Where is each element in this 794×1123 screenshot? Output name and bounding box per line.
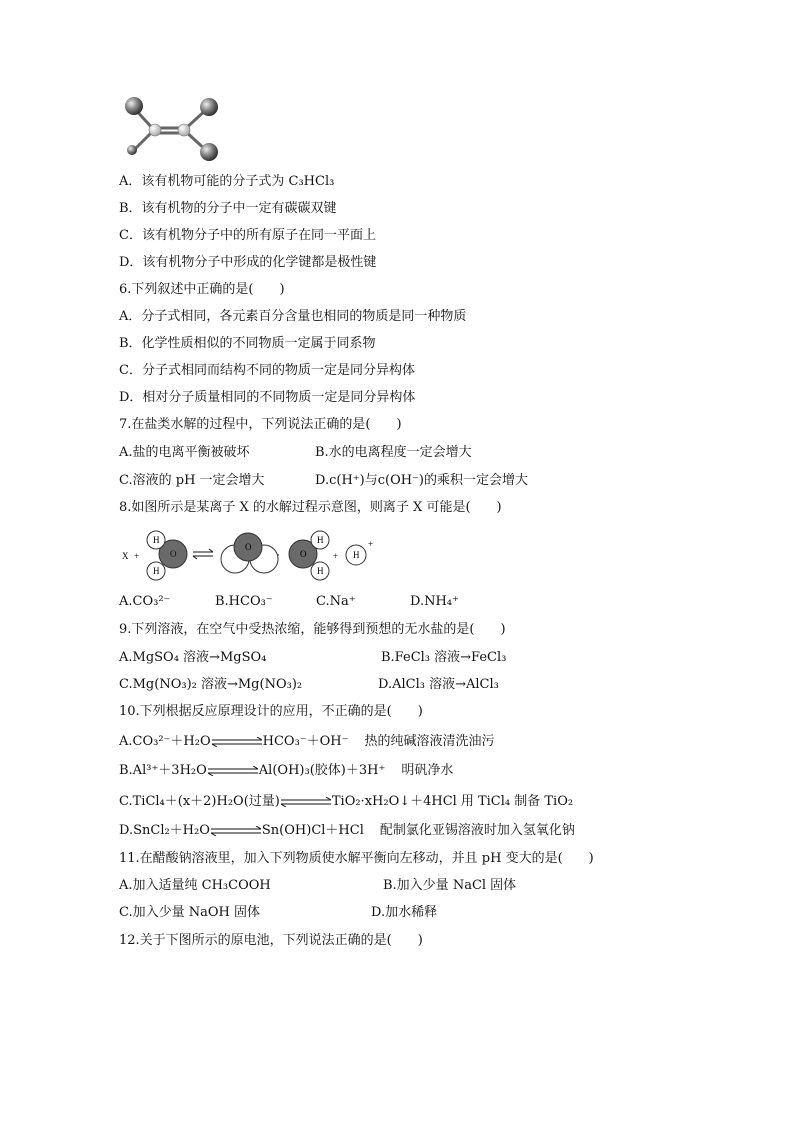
q7-option-c: C.溶液的 pH 一定会增大 [119,473,265,488]
q6-stem: 6.下列叙述中正确的是( ) [119,282,285,297]
q6-option-c: C．分子式相同而结构不同的物质一定是同分异构体 [119,363,415,378]
hydrolysis-diagram [118,529,380,585]
q10-option-c: C.TiCl₄＋(x＋2)H₂O(过量) TiO₂·xH₂O↓＋4HCl 用 TiCl₄ 制备 TiO₂ [119,794,574,809]
q7-option-b: B.水的电离程度一定会增大 [315,445,472,460]
q10-option-b: B.Al³⁺＋3H₂O Al(OH)₃(胶体)＋3H⁺ 明矾净水 [119,763,454,778]
q10-stem: 10.下列根据反应原理设计的应用，不正确的是( ) [119,704,423,719]
equilibrium-arrow-icon [281,797,331,807]
q9-stem: 9.下列溶液，在空气中受热浓缩，能够得到预想的无水盐的是( ) [119,622,506,637]
svg-text:H: H [353,550,360,560]
svg-text:+: + [333,551,339,561]
q9-option-b: B.FeCl₃ 溶液→FeCl₃ [381,650,507,665]
q6-option-a: A．分子式相同，各元素百分含量也相同的物质是同一种物质 [119,309,467,324]
q7-option-d: D.c(H⁺)与c(OH⁻)的乘积一定会增大 [315,473,528,488]
q11-option-d: D.加水稀释 [371,905,438,920]
q12-stem: 12.关于下图所示的原电池，下列说法正确的是( ) [119,933,423,948]
q6-option-d: D．相对分子质量相同的不同物质一定是同分异构体 [119,390,416,405]
q5-option-a: A．该有机物可能的分子式为 C₃HCl₃ [119,174,335,189]
q5-option-c: C．该有机物分子中的所有原子在同一平面上 [119,228,376,243]
svg-text:H: H [153,535,160,545]
svg-text:+: + [368,539,374,549]
equilibrium-arrow-icon [211,826,261,836]
q11-stem: 11.在醋酸钠溶液里，加入下列物质使水解平衡向左移动，并且 pH 变大的是( ) [119,851,594,866]
q10-option-d: D.SnCl₂＋H₂O Sn(OH)Cl＋HCl 配制氯化亚锡溶液时加入氢氧化钠 [119,823,575,838]
q8-stem: 8.如图所示是某离子 X 的水解过程示意图，则离子 X 可能是( ) [119,500,502,515]
q11-option-a: A.加入适量纯 CH₃COOH [119,878,271,893]
q7-stem: 7.在盐类水解的过程中，下列说法正确的是( ) [119,417,402,432]
molecule-figure [118,92,228,164]
svg-text:H: H [317,566,324,576]
q8-option-b: B.HCO₃⁻ [215,594,273,609]
q6-option-b: B．化学性质相似的不同物质一定属于同系物 [119,336,376,351]
q5-option-b: B．该有机物的分子中一定有碳碳双键 [119,201,337,216]
svg-text:H: H [317,535,324,545]
q8-option-d: D.NH₄⁺ [410,594,459,609]
q11-option-c: C.加入少量 NaOH 固体 [119,905,261,920]
svg-text:+: + [134,551,140,561]
q7-option-a: A.盐的电离平衡被破坏 [119,445,250,460]
q10-option-a: A.CO₃²⁻＋H₂O HCO₃⁻＋OH⁻ 热的纯碱溶液清洗油污 [119,734,495,749]
svg-text:O: O [170,549,177,559]
equilibrium-arrow-icon [208,766,258,776]
diagram-x-label: X [122,551,129,561]
q9-option-c: C.Mg(NO₃)₂ 溶液→Mg(NO₃)₂ [119,677,303,692]
svg-text:·: · [277,550,280,560]
equilibrium-arrow-icon [212,737,262,747]
q9-option-d: D.AlCl₃ 溶液→AlCl₃ [378,677,499,692]
q11-option-b: B.加入少量 NaCl 固体 [383,878,517,893]
q8-option-a: A.CO₃²⁻ [119,594,171,609]
q9-option-a: A.MgSO₄ 溶液→MgSO₄ [119,650,267,665]
q5-option-d: D．该有机物分子中形成的化学键都是极性键 [119,255,377,270]
q8-option-c: C.Na⁺ [316,594,356,609]
svg-text:O: O [245,542,252,552]
svg-text:O: O [300,549,307,559]
svg-text:H: H [153,566,160,576]
